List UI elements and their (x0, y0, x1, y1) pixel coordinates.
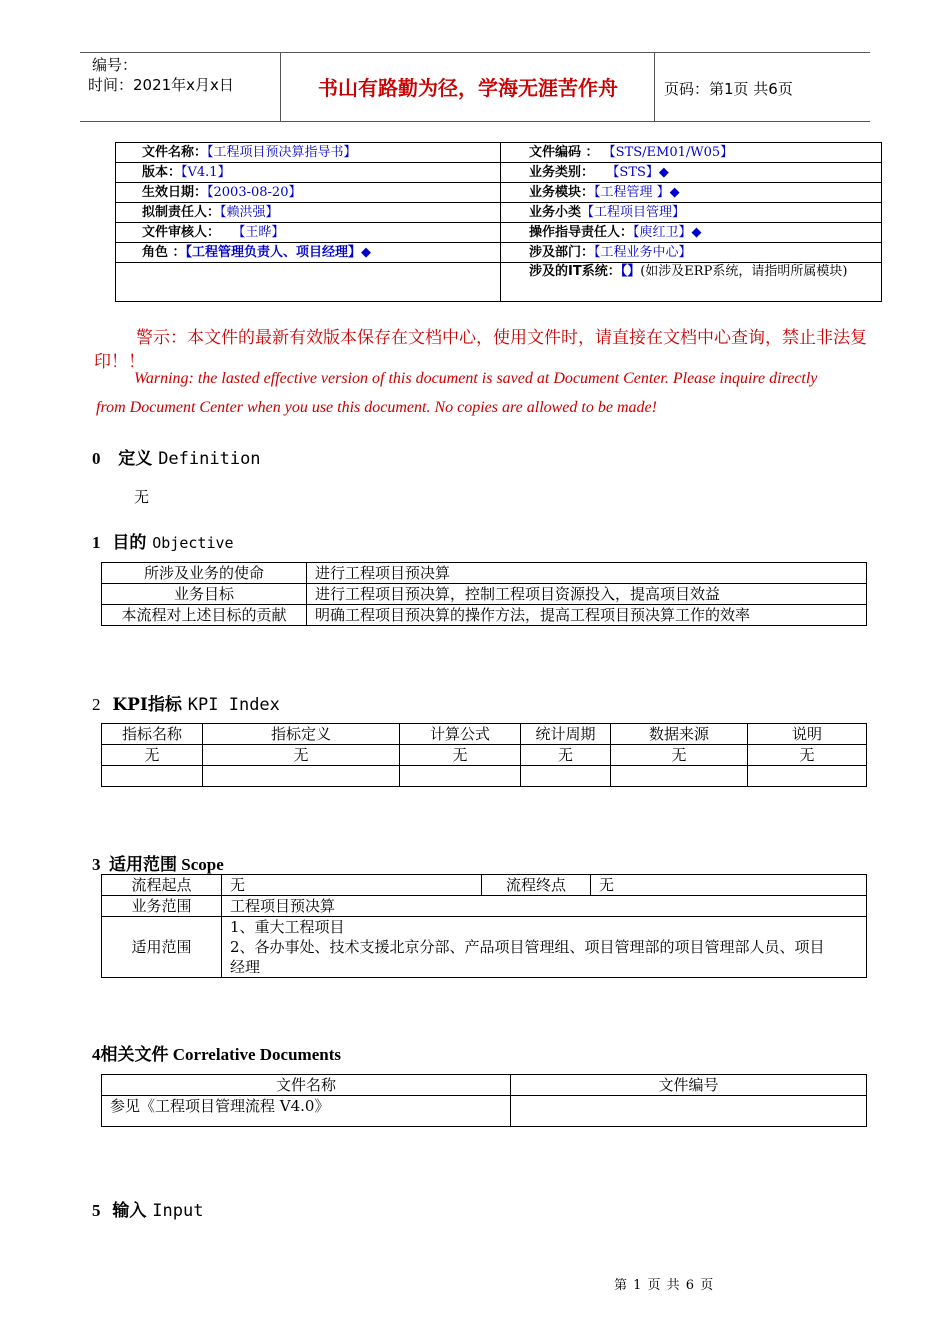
scope-table (101, 874, 867, 978)
table-row: 本流程对上述目标的贡献 明确工程项目预决算的操作方法，提高工程项目预决算工作的效率 (102, 605, 867, 626)
table-row: 适用范围 1、重大工程项目 2、各办事处、技术支援北京分部、产品项目管理组、项目管理部的项目管理部人员、项目经理 (102, 917, 867, 978)
header-divider (654, 53, 655, 121)
header-number: 编号： (92, 56, 138, 74)
header-divider (280, 53, 281, 121)
file-name-value: 【工程项目预决算指导书】 (207, 145, 357, 160)
guide-value: 【庾红卫】◆ (633, 225, 702, 240)
drafter-label: 拟制责任人： (142, 205, 221, 220)
role-value: 【工程管理负责人、项目经理】◆ (185, 245, 372, 260)
scope-apply-line1: 1、重大工程项目 (230, 918, 345, 936)
table-row: 业务目标 进行工程项目预决算，控制工程项目资源投入，提高项目效益 (102, 584, 867, 605)
table-row: 指标名称 指标定义 计算公式 统计周期 数据来源 说明 (102, 724, 867, 745)
document-info-table (115, 142, 882, 302)
section-input-heading: 5 输入 Input (92, 1201, 204, 1221)
file-code-value: 【STS/EM01/W05】 (602, 145, 734, 160)
it-label: 涉及的IT系统： (529, 264, 621, 279)
biz-module-value: 【工程管理 】◆ (594, 185, 680, 200)
scope-apply-line2: 2、各办事处、技术支援北京分部、产品项目管理组、项目管理部的项目管理部人员、项目经理 (230, 938, 825, 976)
warning-en-line2: from Document Center when you use this document. No copies are allowed to be made! (96, 399, 657, 416)
table-row (116, 223, 882, 243)
drafter-value: 【赖洪强】 (220, 205, 279, 220)
effective-label: 生效日期： (142, 185, 208, 200)
section-objective-heading: 1 目的 Objective (92, 533, 234, 553)
biz-module-label: 业务模块： (529, 185, 595, 200)
dept-value: 【工程业务中心】 (594, 245, 692, 260)
section-docs-heading: 4相关文件 Correlative Documents (92, 1045, 341, 1064)
biz-sub-label: 业务小类 (529, 205, 582, 220)
reviewer-value: 【王晔】 (232, 225, 285, 240)
guide-label: 操作指导责任人： (529, 225, 634, 240)
table-row (116, 183, 882, 203)
header-page: 页码：第1页 共6页 (664, 80, 793, 98)
page-footer: 第 1 页 共 6 页 (614, 1278, 715, 1293)
table-row: 无 无 无 无 无 无 (102, 745, 867, 766)
it-note: (如涉及ERP系统，请指明所属模块) (640, 264, 848, 279)
file-code-label: 文件编码 ： (529, 145, 599, 160)
reviewer-label: 文件审核人： (142, 225, 221, 240)
table-row (116, 163, 882, 183)
table-row: 流程起点 无 流程终点 无 (102, 875, 867, 896)
objective-table (101, 562, 867, 626)
table-row: 所涉及业务的使命 进行工程项目预决算 (102, 563, 867, 584)
section-scope-heading: 3 适用范围 Scope (92, 855, 224, 874)
section-definition-heading: 0 定义 Definition (92, 449, 261, 469)
kpi-table (101, 723, 867, 787)
definition-body: 无 (134, 488, 150, 506)
role-label: 角色 ： (142, 245, 186, 260)
warning-cn: 警示：本文件的最新有效版本保存在文档中心，使用文件时，请直接在文档中心查询，禁止非法复印！！ (94, 328, 867, 372)
section-kpi-heading: 2 KPI指标 KPI Index (92, 695, 280, 715)
table-row (116, 143, 882, 163)
header-time: 时间：2021年x月x日 (88, 76, 234, 94)
warning-en-line1: Warning: the lasted effective version of this document is saved at Document Center. Please inquire directly (134, 370, 818, 387)
effective-value: 【2003-08-20】 (207, 185, 302, 200)
header-motto: 书山有路勤为径，学海无涯苦作舟 (318, 76, 618, 100)
table-row (116, 243, 882, 263)
table-row: 参见《工程项目管理流程 V4.0》 (102, 1096, 867, 1127)
table-row: 业务范围 工程项目预决算 (102, 896, 867, 917)
biz-type-label: 业务类别： (529, 165, 595, 180)
table-row (116, 203, 882, 223)
docs-table (101, 1074, 867, 1127)
dept-label: 涉及部门： (529, 245, 595, 260)
biz-sub-value: 【工程项目管理】 (581, 205, 686, 220)
file-name-label: 文件名称： (142, 145, 208, 160)
table-row (102, 766, 867, 787)
it-value: 【】 (620, 264, 641, 279)
version-label: 版本： (142, 165, 182, 180)
version-value: 【V4.1】 (181, 165, 231, 180)
table-row: 文件名称 文件编号 (102, 1075, 867, 1096)
table-row (116, 263, 882, 302)
biz-type-value: 【STS】◆ (606, 165, 669, 180)
